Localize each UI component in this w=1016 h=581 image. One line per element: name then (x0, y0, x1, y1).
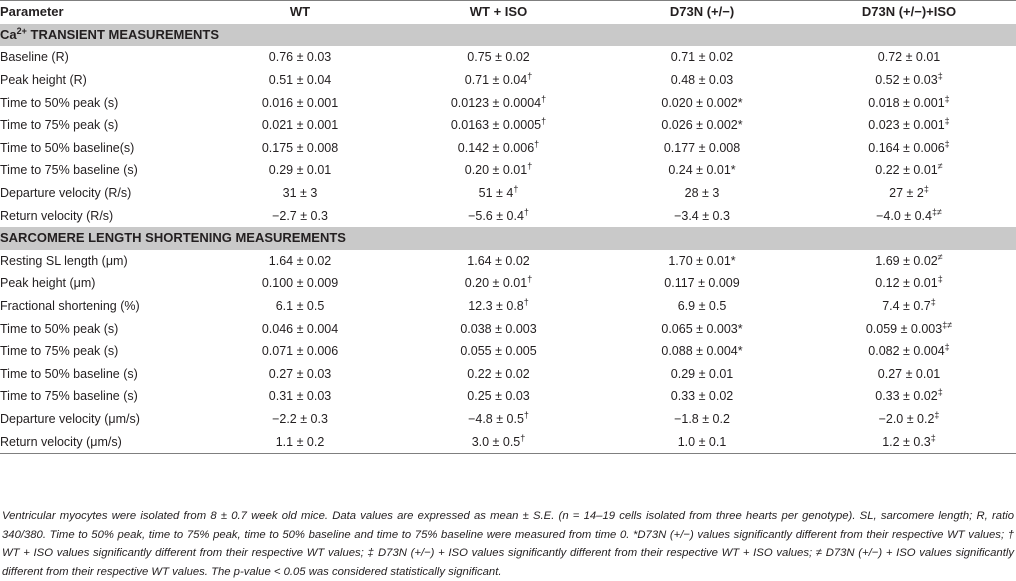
table-cell (205, 363, 395, 386)
table-cell (602, 250, 802, 273)
table-cell (802, 408, 1016, 431)
cell-value: −4.0 ± 0.4 (876, 208, 932, 223)
significance-mark: ‡ (937, 274, 943, 285)
cell-value: 0.72 ± 0.01 (877, 50, 941, 65)
cell-value: 1.64 ± 0.02 (268, 253, 332, 268)
table-cell (205, 204, 395, 227)
significance-mark: ‡ (937, 387, 943, 398)
table-cell (602, 295, 802, 318)
table-cell (395, 91, 602, 114)
table-cell (395, 204, 602, 227)
row-label: Time to 75% baseline (s) (0, 163, 138, 178)
cell-value: 0.0123 ± 0.0004 (450, 95, 542, 110)
header-wt: WT (205, 1, 395, 24)
cell-value: 0.018 ± 0.001 (868, 95, 945, 110)
significance-mark: † (513, 184, 519, 195)
row-label: Time to 50% baseline(s) (0, 140, 135, 155)
section-title-rest: TRANSIENT MEASUREMENTS (26, 26, 220, 42)
cell-value: 0.117 ± 0.009 (664, 276, 740, 291)
significance-mark: ‡ (944, 138, 950, 149)
row-label: Fractional shortening (%) (0, 299, 140, 314)
significance-mark: ‡≠ (931, 206, 942, 217)
cell-value: 0.023 ± 0.001 (868, 118, 945, 133)
cell-value: 0.31 ± 0.03 (268, 389, 332, 404)
table-cell (395, 159, 602, 182)
row-label: Time to 75% peak (s) (0, 344, 119, 359)
table-row (0, 317, 1016, 340)
significance-mark: † (534, 138, 540, 149)
table-cell (395, 430, 602, 453)
cell-value: 0.75 ± 0.02 (467, 50, 530, 65)
row-label: Return velocity (μm/s) (0, 430, 205, 453)
table-cell (602, 317, 802, 340)
table-cell (802, 250, 1016, 273)
table-cell (602, 363, 802, 386)
table-cell (602, 340, 802, 363)
cell-value: 0.164 ± 0.006 (868, 140, 945, 155)
table-cell (205, 91, 395, 114)
cell-value: 0.026 ± 0.002* (661, 118, 743, 133)
cell-value: 0.29 ± 0.01 (268, 163, 332, 178)
cell-value: 0.12 ± 0.01 (875, 276, 938, 291)
section-title-superscript: 2+ (16, 25, 27, 36)
table-row (0, 385, 1016, 408)
header-row (0, 1, 1016, 24)
table-cell (602, 430, 802, 453)
table-cell (205, 182, 395, 205)
cell-value: 0.25 ± 0.03 (467, 389, 530, 404)
table-cell (205, 250, 395, 273)
header-parameter: Parameter (0, 1, 205, 24)
table-cell (802, 272, 1016, 295)
table-cell (205, 295, 395, 318)
significance-mark: † (527, 161, 533, 172)
table-cell (395, 272, 602, 295)
table-row (0, 137, 1016, 160)
table-row (0, 272, 1016, 295)
header-d73n-iso: D73N (+/−)+ISO (802, 1, 1016, 24)
section-title-text: SARCOMERE LENGTH SHORTENING MEASUREMENTS (0, 230, 346, 246)
cell-value: 0.177 ± 0.008 (663, 140, 741, 155)
section-title-text: Ca (0, 26, 17, 42)
table-cell (395, 363, 602, 386)
table-cell (802, 363, 1016, 386)
table-cell (802, 204, 1016, 227)
cell-value: −5.6 ± 0.4 (468, 208, 524, 223)
table-cell (395, 46, 602, 69)
significance-mark: † (541, 116, 547, 127)
table-footnote: Ventricular myocytes were isolated from 8 ± 0.7 week old mice. Data values are expressed as mean ± S.E. (n = 14–19 cells isolated from three hearts per genotype). SL, sarcomere length; R, ratio 340/380. Time to 50% peak, time to 75% peak, time to 50% baseline and time to 75% baseline were measured from time 0. *D73N (+/−) values significantly different from their respective WT values; † WT + ISO values significantly different from their respective WT values; ‡ D73N (+/−) + ISO values significantly different from their respective WT + ISO values; ≠ D73N (+/−) + ISO values significantly different from their respective WT values. The p-value < 0.05 was considered statistically significant. (2, 510, 1014, 578)
cell-value: 0.51 ± 0.04 (268, 73, 332, 88)
row-label: Departure velocity (R/s) (0, 186, 132, 201)
row-label: Departure velocity (μm/s) (0, 411, 140, 426)
table-cell (205, 430, 395, 453)
cell-value: 0.22 ± 0.01 (875, 163, 938, 178)
cell-value: 0.27 ± 0.01 (877, 366, 941, 381)
table-cell (802, 385, 1016, 408)
table-cell (205, 159, 395, 182)
cell-value: 0.142 ± 0.006 (457, 140, 535, 155)
table-row (0, 295, 1016, 318)
section-header-row (0, 24, 1016, 47)
table-cell (602, 91, 802, 114)
table-row (0, 430, 1016, 453)
table-cell (205, 114, 395, 137)
cell-value: −4.8 ± 0.5 (468, 411, 524, 426)
significance-mark: ‡ (923, 184, 929, 195)
cell-value: 0.059 ± 0.003 (865, 321, 943, 336)
table-row (0, 340, 1016, 363)
cell-value: 0.021 ± 0.001 (261, 118, 339, 133)
significance-mark: † (527, 71, 533, 82)
table-row (0, 46, 1016, 69)
cell-value: 7.4 ± 0.7 (882, 299, 931, 314)
cell-value: 0.22 ± 0.02 (467, 366, 530, 381)
table-cell (602, 182, 802, 205)
table-cell (802, 317, 1016, 340)
cell-value: 0.046 ± 0.004 (261, 321, 339, 336)
cell-value: 0.24 ± 0.01* (668, 163, 736, 178)
table-cell (802, 182, 1016, 205)
table-cell (602, 69, 802, 92)
table-row (0, 114, 1016, 137)
table-cell (395, 182, 602, 205)
table-row (0, 250, 1016, 273)
table-row (0, 69, 1016, 92)
row-label: Time to 75% peak (s) (0, 118, 119, 133)
cell-value: 0.48 ± 0.03 (670, 73, 734, 88)
cell-value: 0.020 ± 0.002* (661, 95, 743, 110)
significance-mark: ‡ (934, 409, 940, 420)
table-cell (602, 114, 802, 137)
cell-value: 1.69 ± 0.02 (875, 253, 938, 268)
cell-value: 0.082 ± 0.004 (868, 344, 945, 359)
row-label: Resting SL length (μm) (0, 253, 128, 268)
cell-value: 0.27 ± 0.03 (268, 366, 332, 381)
table-cell (802, 295, 1016, 318)
table-body (0, 24, 1016, 454)
cell-value: −2.2 ± 0.3 (272, 411, 328, 426)
table-row (0, 159, 1016, 182)
table-cell (802, 430, 1016, 453)
header-d73n: D73N (+/−) (602, 1, 802, 24)
table-cell (395, 340, 602, 363)
row-label: Peak height (R) (0, 73, 87, 88)
cell-value: −2.0 ± 0.2 (878, 411, 935, 426)
table-cell (205, 272, 395, 295)
table-cell (602, 408, 802, 431)
cell-value: 1.2 ± 0.3 (882, 434, 931, 449)
table-cell (802, 114, 1016, 137)
cell-value: 3.0 ± 0.5 (471, 434, 521, 449)
header-wt-iso: WT + ISO (395, 1, 602, 24)
table-cell (395, 69, 602, 92)
significance-mark: ‡ (944, 93, 950, 104)
table-cell (602, 137, 802, 160)
table-cell (395, 317, 602, 340)
cell-value: 0.016 ± 0.001 (261, 95, 339, 110)
cell-value: 0.33 ± 0.02 (670, 389, 734, 404)
significance-mark: ‡ (944, 116, 950, 127)
cell-value: 0.088 ± 0.004* (661, 344, 743, 359)
table-cell (395, 114, 602, 137)
cell-value: 0.038 ± 0.003 (460, 321, 537, 336)
table-cell (205, 340, 395, 363)
table-cell (802, 340, 1016, 363)
cell-value: −3.4 ± 0.3 (674, 208, 730, 223)
table-row (0, 408, 1016, 431)
table-cell (802, 159, 1016, 182)
table-cell (395, 295, 602, 318)
row-label: Time to 50% peak (s) (0, 95, 119, 110)
table-cell (802, 137, 1016, 160)
cell-value: 31 ± 3 (282, 186, 318, 201)
cell-value: 1.0 ± 0.1 (677, 434, 727, 449)
significance-mark: † (523, 206, 529, 217)
table-cell (205, 69, 395, 92)
cell-value: 0.71 ± 0.02 (670, 50, 734, 65)
table-cell (395, 408, 602, 431)
cell-value: 0.29 ± 0.01 (670, 366, 734, 381)
table-cell (802, 91, 1016, 114)
table-cell (395, 137, 602, 160)
table-cell (205, 317, 395, 340)
table-cell (602, 272, 802, 295)
cell-value: 0.76 ± 0.03 (268, 50, 332, 65)
table-cell (802, 69, 1016, 92)
row-label: Return velocity (R/s) (0, 208, 114, 223)
significance-mark: ‡ (944, 342, 950, 353)
significance-mark: ‡ (937, 71, 943, 82)
cell-value: −1.8 ± 0.2 (674, 411, 730, 426)
table-cell (602, 46, 802, 69)
cell-value: 0.20 ± 0.01 (464, 163, 528, 178)
table-row (0, 182, 1016, 205)
row-label: Peak height (μm) (0, 276, 96, 291)
table-cell (205, 137, 395, 160)
cell-value: 0.065 ± 0.003* (661, 321, 743, 336)
significance-mark: ‡ (930, 297, 936, 308)
section-header-row (0, 227, 1016, 250)
table-row (0, 204, 1016, 227)
cell-value: 51 ± 4 (478, 186, 514, 201)
cell-value: 0.33 ± 0.02 (875, 389, 938, 404)
cell-value: 0.100 ± 0.009 (261, 276, 339, 291)
cell-value: 12.3 ± 0.8 (468, 299, 524, 314)
table-cell (205, 385, 395, 408)
cell-value: 28 ± 3 (684, 186, 720, 201)
table-cell (602, 159, 802, 182)
cell-value: 0.055 ± 0.005 (460, 344, 537, 359)
cell-value: 0.071 ± 0.006 (261, 344, 339, 359)
table-cell (802, 46, 1016, 69)
cell-value: 0.52 ± 0.03 (875, 73, 938, 88)
cell-value: 1.64 ± 0.02 (467, 253, 530, 268)
cell-value: 6.1 ± 0.5 (275, 299, 325, 314)
significance-mark: † (541, 93, 547, 104)
row-label: Time to 75% baseline (s) (0, 389, 138, 404)
significance-mark: ‡ (930, 432, 936, 443)
significance-mark: ≠ (937, 161, 943, 172)
cell-value: −2.7 ± 0.3 (272, 208, 328, 223)
table-cell (205, 408, 395, 431)
significance-mark: † (523, 409, 529, 420)
significance-mark: ‡≠ (942, 319, 953, 330)
cell-value: 27 ± 2 (889, 186, 924, 201)
cell-value: 1.1 ± 0.2 (275, 434, 325, 449)
table-cell (602, 204, 802, 227)
significance-mark: ≠ (937, 251, 943, 262)
cell-value: 0.71 ± 0.04 (464, 73, 528, 88)
cell-value: 0.175 ± 0.008 (261, 140, 339, 155)
row-label: Time to 50% peak (s) (0, 321, 119, 336)
table-row (0, 91, 1016, 114)
table-row (0, 363, 1016, 386)
row-label: Baseline (R) (0, 50, 69, 65)
table-cell (602, 385, 802, 408)
significance-mark: † (520, 432, 526, 443)
cell-value: 0.20 ± 0.01 (464, 276, 528, 291)
significance-mark: † (527, 274, 533, 285)
cell-value: 1.70 ± 0.01* (668, 253, 736, 268)
row-label: Time to 50% baseline (s) (0, 366, 138, 381)
table-cell (395, 385, 602, 408)
table-cell (395, 250, 602, 273)
section-title (0, 24, 1016, 47)
significance-mark: † (523, 297, 529, 308)
section-title (0, 227, 1016, 250)
cell-value: 0.0163 ± 0.0005 (450, 118, 542, 133)
table-cell (205, 46, 395, 69)
cell-value: 6.9 ± 0.5 (677, 299, 727, 314)
